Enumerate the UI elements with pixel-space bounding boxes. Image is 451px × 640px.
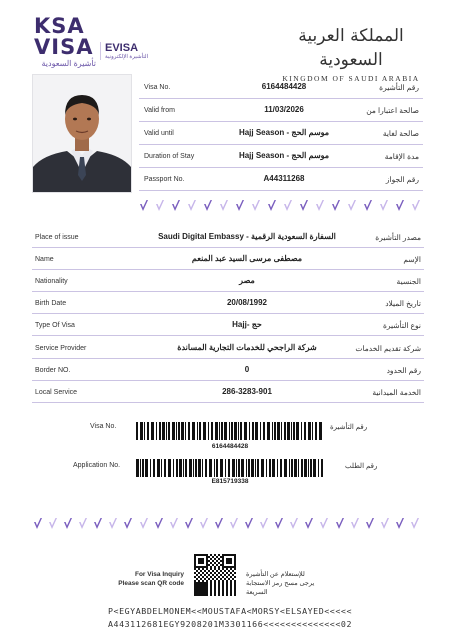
check-mark-strip-top [140,200,420,214]
check-mark-icon [396,200,404,212]
row-visa-number [139,76,423,99]
value-border-number: 0 [244,365,250,374]
label-type-of-visa: Type Of Visa [35,322,75,329]
value-birth-date: 20/08/1992 [226,298,268,307]
check-mark-icon [220,200,228,212]
check-mark-icon [156,200,164,212]
label-nationality-ar: الجنسية [396,277,421,286]
ksa-logo-subtitle: تأشيرة السعودية [41,59,96,68]
check-mark-icon [124,518,132,530]
label-name: Name [35,256,54,263]
row-place-of-issue [32,226,424,248]
label-barcode-application: Application No. [73,462,121,469]
value-valid-until: Hajj Season - موسم الحج [238,128,330,137]
check-mark-icon [94,518,102,530]
barcode-application-number-text: E815719338 [211,478,249,485]
row-name [32,248,424,270]
check-mark-icon [155,518,163,530]
check-mark-icon [412,200,420,212]
check-mark-icon [64,518,72,530]
label-local-service: Local Service [35,389,78,396]
check-mark-icon [268,200,276,212]
label-name-ar: الإسم [403,255,421,264]
label-border-number-ar: رقم الحدود [386,366,421,375]
check-mark-icon [49,518,57,530]
evisa-logo [100,42,151,60]
label-valid-until: Valid until [144,130,174,137]
row-border-number [32,359,424,381]
label-valid-from: Valid from [144,107,175,114]
barcode-visa-number-text: 6164484428 [211,443,249,450]
kingdom-name-english: KINGDOM OF SAUDI ARABIA [282,74,420,83]
mrz-line-1: P<EGYABDELMONEM<<MOUSTAFA<MORSY<ELSAYED<<<<< [108,606,352,616]
qr-code[interactable] [194,554,236,596]
check-mark-icon [79,518,87,530]
label-local-service-ar: الخدمة الميدانية [372,388,421,397]
check-mark-icon [396,518,404,530]
check-mark-icon [380,200,388,212]
check-mark-icon [381,518,389,530]
label-nationality: Nationality [35,278,68,285]
check-mark-icon [411,518,419,530]
label-place-of-issue: Place of issue [35,234,79,241]
value-duration-of-stay: Hajj Season - موسم الحج [238,151,330,160]
inquiry-ar-line2: يرجى مسح رمز الاستجابة السريعة [246,580,315,596]
label-passport-number: Passport No. [144,176,185,183]
label-birth-date-ar: تاريخ الميلاد [385,299,421,308]
value-service-provider: شركة الراجحي للخدمات التجارية المساندة [177,343,317,352]
check-mark-icon [336,518,344,530]
value-nationality: مصر [239,276,255,285]
check-mark-strip-bottom [34,518,419,532]
check-mark-icon [200,518,208,530]
check-mark-icon [290,518,298,530]
row-valid-until [139,122,423,145]
check-mark-icon [275,518,283,530]
check-mark-icon [215,518,223,530]
label-barcode-visa: Visa No. [90,423,117,430]
check-mark-icon [109,518,117,530]
label-service-provider: Service Provider [35,345,87,352]
check-mark-icon [364,200,372,212]
check-mark-icon [366,518,374,530]
label-valid-until-ar: صالحة لغاية [382,129,419,138]
row-service-provider [32,337,424,359]
mrz-line-2: A443112681EGY9208201M3301166<<<<<<<<<<<<<<02 [108,619,352,629]
inquiry-ar-line1: للإستعلام عن التأشيرة [246,571,305,578]
inquiry-en-line1: For Visa Inquiry [134,571,184,578]
evisa-logo-name: EVISA [105,42,139,54]
check-mark-icon [170,518,178,530]
check-mark-icon [305,518,313,530]
row-nationality [32,270,424,292]
row-passport-number [139,168,423,191]
barcode-application-number [136,459,324,477]
check-mark-icon [284,200,292,212]
ksa-logo-line1: KSA [34,14,85,38]
check-mark-icon [260,518,268,530]
holder-photo [32,74,132,193]
check-mark-icon [188,200,196,212]
inquiry-text-en [110,570,184,588]
row-valid-from [139,99,423,122]
row-birth-date [32,292,424,314]
value-type-of-visa: Hajj- حج [232,320,262,329]
label-border-number: Border NO. [35,367,71,374]
label-barcode-application-ar: رقم الطلب [345,463,378,470]
check-mark-icon [140,200,148,212]
value-name: مصطفى مرسى السيد عبد المنعم [191,254,303,263]
kingdom-name-arabic: المملكة العربية السعودية [298,26,404,70]
check-mark-icon [245,518,253,530]
check-mark-icon [320,518,328,530]
check-mark-icon [172,200,180,212]
label-duration-of-stay: Duration of Stay [144,153,195,160]
check-mark-icon [230,518,238,530]
row-duration-of-stay [139,145,423,168]
inquiry-en-line2: Please scan QR code [118,580,184,587]
check-mark-icon [204,200,212,212]
check-mark-icon [185,518,193,530]
check-mark-icon [236,200,244,212]
label-barcode-visa-ar: رقم التأشيرة [330,424,368,431]
check-mark-icon [316,200,324,212]
check-mark-icon [140,518,148,530]
label-type-of-visa-ar: نوع التأشيرة [382,321,421,330]
value-visa-number: 6164484428 [261,82,307,91]
check-mark-icon [348,200,356,212]
value-valid-from: 11/03/2026 [264,105,304,114]
label-visa-number: Visa No. [144,84,171,91]
check-mark-icon [300,200,308,212]
label-passport-number-ar: رقم الجواز [385,175,419,184]
label-duration-of-stay-ar: مدة الإقامة [384,152,419,161]
label-service-provider-ar: شركة تقديم الخدمات [355,344,421,353]
value-place-of-issue: Saudi Digital Embassy - السفارة السعودية الرقمية [158,232,336,241]
evisa-logo-subtitle: التأشيرة الإلكترونية [105,54,149,60]
ksa-visa-logo [34,16,96,68]
label-visa-number-ar: رقم التأشيرة [379,83,419,92]
ksa-logo-line2: VISA [34,35,94,59]
check-mark-icon [252,200,260,212]
value-passport-number: A44311268 [263,174,305,183]
check-mark-icon [34,518,42,530]
barcode-visa-number [136,422,324,440]
check-mark-icon [351,518,359,530]
value-local-service: 286-3283-901 [222,387,272,396]
label-place-of-issue-ar: مصدر التأشيرة [375,233,421,242]
row-local-service [32,381,424,403]
label-birth-date: Birth Date [35,300,67,307]
row-type-of-visa [32,314,424,336]
inquiry-text-ar [246,570,336,597]
check-mark-icon [332,200,340,212]
label-valid-from-ar: صالحة اعتبارا من [366,106,419,115]
kingdom-emblem [276,24,426,83]
